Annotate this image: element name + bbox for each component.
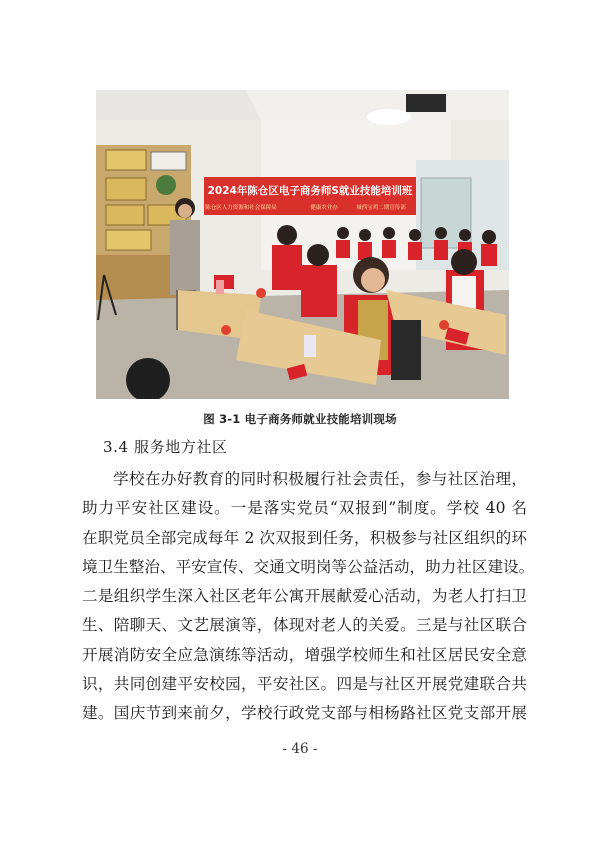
paragraph-line: 识，共同创建平安校园，平安社区。四是与社区开展党建联合共: [82, 675, 527, 694]
banner-title: 2024年陈仓区电子商务师S就业技能培训班: [207, 185, 413, 197]
section-heading: 3.4 服务地方社区: [103, 438, 228, 456]
training-photo: [96, 90, 509, 399]
paragraph-line: 开展消防安全应急演练等活动，增强学校师生和社区居民安全意: [82, 645, 527, 664]
paragraph-line: 建。国庆节到来前夕，学校行政党支部与相杨路社区党支部开展: [82, 704, 527, 723]
figure-caption: 图 3-1 电子商务师就业技能培训现场: [203, 412, 397, 426]
paragraph-line: 境卫生整治、平安宣传、交通文明岗等公益活动，助力社区建设。: [82, 557, 535, 576]
paragraph-line: 二是组织学生深入社区老年公寓开展献爱心活动，为老人打扫卫: [82, 587, 527, 606]
body-paragraph: [82, 465, 535, 729]
paragraph-line: 生、陪聊天、文艺展演等，体现对老人的关爱。三是与社区联合: [82, 616, 527, 635]
banner-subtitle: 健康农业办: [310, 205, 338, 211]
banner-subtitle: 城西宝鸡二期宣传部: [356, 205, 406, 211]
paragraph-line: 学校在办好教育的同时积极履行社会责任，参与社区治理，: [113, 470, 527, 488]
banner-subtitle: 陈仓区人力资源和社会保障局: [205, 205, 277, 211]
paragraph-line: 在职党员全部完成每年 2 次双报到任务，积极参与社区组织的环: [82, 528, 527, 547]
page-number: - 46 -: [282, 741, 318, 757]
paragraph-line: 助力平安社区建设。一是落实党员“双报到”制度。学校 40 名: [82, 499, 527, 518]
